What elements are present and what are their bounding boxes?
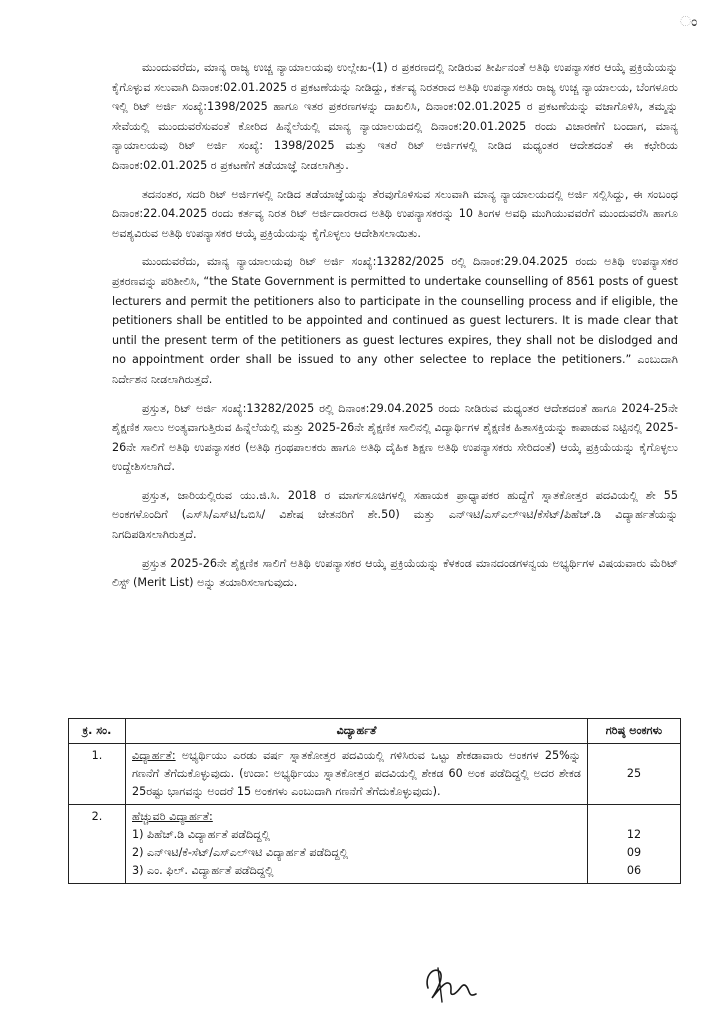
header-marks: ಗರಿಷ್ಠ ಅಂಕಗಳು [588, 719, 681, 744]
row-2-qualification [126, 805, 588, 884]
row-2-item-3-marks: 06 [626, 864, 642, 877]
paragraph-5: ಪ್ರಸ್ತುತ, ಜಾರಿಯಲ್ಲಿರುವ ಯು.ಜಿ.ಸಿ. 2018 ರ ಮಾರ್ಗಸೂಚಿಗಳಲ್ಲಿ ಸಹಾಯಕ ಪ್ರಾಧ್ಯಾಪಕರ ಹುದ್ದೆಗೆ ಸ್ನಾತಕೋತ್ತರ ಪದವಿಯಲ್ಲಿ ಶೇ 55 ಅಂಕಗಳೊಂದಿಗೆ (ಎಸ್‌ಸಿ/ಎಸ್‌ಟಿ/ಒಬಿಸಿ/ ವಿಶೇಷ ಚೇತನರಿಗೆ ಶೇ.50) ಮತ್ತು ಎನ್‌ಇಟಿ/ಎಸ್‌ಎಲ್‌ಇಟಿ/ಕೆಸೆಟ್/ಪಿಹೆಚ್.ಡಿ ವಿದ್ಯಾರ್ಹತೆಯನ್ನು ನಿಗದಿಪಡಿಸಲಾಗಿರುತ್ತದೆ. [112, 488, 678, 542]
table-row [69, 805, 681, 884]
row-1-serial: 1. [69, 744, 126, 805]
header-serial: ಕ್ರ. ಸಂ. [69, 719, 126, 744]
signature [420, 958, 480, 1008]
row-1-marks: 25 [588, 744, 681, 805]
row-2-marks [588, 805, 681, 884]
body-text [112, 58, 678, 602]
header-qualification: ವಿದ್ಯಾರ್ಹತೆ [126, 719, 588, 744]
row-2-item-2: 2) ಎನ್‌ಇಟಿ/ಕೆ-ಸೆಟ್/ಎಸ್‌ಎಲ್‌ಇಟಿ ವಿದ್ಯಾರ್ಹತೆ ಪಡೆದಿದ್ದಲ್ಲಿ [132, 846, 349, 859]
row-2-item-1-marks: 12 [626, 828, 642, 841]
table-header-row [69, 719, 681, 744]
paragraph-3: ಮುಂದುವರೆದು, ಮಾನ್ಯ ನ್ಯಾಯಾಲಯವು ರಿಟ್ ಅರ್ಜಿ ಸಂಖ್ಯೆ:13282/2025 ರಲ್ಲಿ ದಿನಾಂಕ:29.04.2025 ರಂದು ಅತಿಥಿ ಉಪನ್ಯಾಸಕರ ಪ್ರಕರಣವನ್ನು ಪರಿಶೀಲಿಸಿ, “the State Government is permitted to undertake counselling of 8561 posts of guest lecturers and permit the petitioners also to participate in the counselling process and if eligible, the petitioners shall be entitled to be appointed and continued as guest lecturers. It is made clear that until the present term of the petitioners as guest lectures expires, they shall not be dislodged and no appointment order shall be issued to any other selectee to replace the petitioners.” ಎಂಬುದಾಗಿ ನಿರ್ದೇಶನ ನೀಡಲಾಗಿರುತ್ತದೆ. [112, 255, 678, 386]
row-1-text: ಅಭ್ಯರ್ಥಿಯು ಎರಡು ವರ್ಷ ಸ್ನಾತಕೋತ್ತರ ಪದವಿಯಲ್ಲಿ ಗಳಿಸಿರುವ ಒಟ್ಟು ಶೇಕಡಾವಾರು ಅಂಕಗಳ 25%ನ್ನು ಗಣನೆಗೆ ತೆಗೆದುಕೊಳ್ಳುವುದು. (ಉದಾ: ಅಭ್ಯರ್ಥಿಯು ಸ್ನಾತಕೋತ್ತರ ಪದವಿಯಲ್ಲಿ ಶೇಕಡ 60 ಅಂಕ ಪಡೆದಿದ್ದಲ್ಲಿ ಅದರ ಶೇಕಡ 25ರಷ್ಟು ಭಾಗವನ್ನು ಅಂದರೆ 15 ಅಂಕಗಳು ಎಂಬುದಾಗಿ ಗಣನೆಗೆ ತೆಗೆದುಕೊಳ್ಳುವುದು). [132, 749, 581, 798]
row-2-item-1: 1) ಪಿಹೆಚ್.ಡಿ ವಿದ್ಯಾರ್ಹತೆ ಪಡೆದಿದ್ದಲ್ಲಿ [132, 828, 270, 841]
paragraph-6: ಪ್ರಸ್ತುತ 2025-26ನೇ ಶೈಕ್ಷಣಿಕ ಸಾಲಿಗೆ ಅತಿಥಿ ಉಪನ್ಯಾಸಕರ ಆಯ್ಕೆ ಪ್ರಕ್ರಿಯೆಯನ್ನು ಕೆಳಕಂಡ ಮಾನದಂಡಗಳನ್ವಯ ಅಭ್ಯರ್ಥಿಗಳ ವಿಷಯವಾರು ಮೆರಿಟ್ ಲಿಸ್ಟ್ (Merit List) ಅನ್ನು ತಯಾರಿಸಲಾಗುವುದು. [112, 556, 678, 590]
row-2-item-3: 3) ಎಂ. ಫಿಲ್. ವಿದ್ಯಾರ್ಹತೆ ಪಡೆದಿದ್ದಲ್ಲಿ [132, 864, 274, 877]
row-1-heading: ವಿದ್ಯಾರ್ಹತೆ: [132, 749, 176, 762]
criteria-table-wrap [68, 718, 681, 884]
paragraph-4: ಪ್ರಸ್ತುತ, ರಿಟ್ ಅರ್ಜಿ ಸಂಖ್ಯೆ:13282/2025 ರಲ್ಲಿ ದಿನಾಂಕ:29.04.2025 ರಂದು ನೀಡಿರುವ ಮಧ್ಯಂತರ ಆದೇಶದಂತೆ ಹಾಗೂ 2024-25ನೇ ಶೈಕ್ಷಣಿಕ ಸಾಲು ಅಂತ್ಯವಾಗುತ್ತಿರುವ ಹಿನ್ನೆಲೆಯಲ್ಲಿ ಮತ್ತು 2025-26ನೇ ಶೈಕ್ಷಣಿಕ ಸಾಲಿನಲ್ಲಿ ವಿದ್ಯಾರ್ಥಿಗಳ ಶೈಕ್ಷಣಿಕ ಹಿತಾಸಕ್ತಿಯನ್ನು ಕಾಪಾಡುವ ನಿಟ್ಟಿನಲ್ಲಿ 2025-26ನೇ ಸಾಲಿಗೆ ಅತಿಥಿ ಉಪನ್ಯಾಸಕರ (ಅತಿಥಿ ಗ್ರಂಥಪಾಲಕರು ಹಾಗೂ ಅತಿಥಿ ದೈಹಿಕ ಶಿಕ್ಷಣ ಅತಿಥಿ ಉಪನ್ಯಾಸಕರು ಸೇರಿದಂತೆ) ಆಯ್ಕೆ ಪ್ರಕ್ರಿಯೆಯನ್ನು ಕೈಗೊಳ್ಳಲು ಉದ್ದೇಶಿಸಲಾಗಿದೆ. [112, 401, 678, 474]
row-2-item-2-marks: 09 [626, 846, 642, 859]
row-2-heading: ಹೆಚ್ಚುವರಿ ವಿದ್ಯಾರ್ಹತೆ: [132, 810, 213, 823]
paragraph-2: ತದನಂತರ, ಸದರಿ ರಿಟ್ ಅರ್ಜಿಗಳಲ್ಲಿ ನೀಡಿದ ತಡೆಯಾಜ್ಞೆಯನ್ನು ತೆರವುಗೊಳಿಸುವ ಸಲುವಾಗಿ ಮಾನ್ಯ ನ್ಯಾಯಾಲಯದಲ್ಲಿ ಅರ್ಜಿ ಸಲ್ಲಿಸಿದ್ದು, ಈ ಸಂಬಂಧ ದಿನಾಂಕ:22.04.2025 ರಂದು ಕರ್ತವ್ಯ ನಿರತ ರಿಟ್ ಅರ್ಜಿದಾರರಾದ ಅತಿಥಿ ಉಪನ್ಯಾಸಕರನ್ನು 10 ತಿಂಗಳ ಅವಧಿ ಮುಗಿಯುವವರೆಗೆ ಮುಂದುವರೆಸಿ ಹಾಗೂ ಅವಶ್ಯವಿರುವ ಅತಿಥಿ ಉಪನ್ಯಾಸಕರ ಆಯ್ಕೆ ಪ್ರಕ್ರಿಯೆಯನ್ನು ಕೈಗೊಳ್ಳಲು ಆದೇಶಿಸಲಾಯಿತು. [112, 187, 678, 240]
corner-mark: ಂ [680, 14, 698, 30]
paragraph-1: ಮುಂದುವರೆದು, ಮಾನ್ಯ ರಾಜ್ಯ ಉಚ್ಚ ನ್ಯಾಯಾಲಯವು ಉಲ್ಲೇಖ-(1) ರ ಪ್ರಕರಣದಲ್ಲಿ ನೀಡಿರುವ ತೀರ್ಪಿನಂತೆ ಅತಿಥಿ ಉಪನ್ಯಾಸಕರ ಆಯ್ಕೆ ಪ್ರಕ್ರಿಯೆಯನ್ನು ಕೈಗೊಳ್ಳುವ ಸಲುವಾಗಿ ದಿನಾಂಕ:02.01.2025 ರ ಪ್ರಕಟಣೆಯನ್ನು ನೀಡಿದ್ದು, ಕರ್ತವ್ಯ ನಿರತರಾದ ಅತಿಥಿ ಉಪನ್ಯಾಸಕರು ರಾಜ್ಯ ಉಚ್ಚ ನ್ಯಾಯಾಲಯ, ಬೆಂಗಳೂರು ಇಲ್ಲಿ ರಿಟ್ ಅರ್ಜಿ ಸಂಖ್ಯೆ:1398/2025 ಹಾಗೂ ಇತರ ಪ್ರಕರಣಗಳನ್ನು ದಾಖಲಿಸಿ, ದಿನಾಂಕ:02.01.2025 ರ ಪ್ರಕಟಣೆಯನ್ನು ವಜಾಗೊಳಿಸಿ, ತಮ್ಮನ್ನು ಸೇವೆಯಲ್ಲಿ ಮುಂದುವರೆಸುವಂತೆ ಕೋರಿದ ಹಿನ್ನೆಲೆಯಲ್ಲಿ ಮಾನ್ಯ ನ್ಯಾಯಾಲಯದಲ್ಲಿ ದಿನಾಂಕ:20.01.2025 ರಂದು ವಿಚಾರಣೆಗೆ ಬಂದಾಗ, ಮಾನ್ಯ ನ್ಯಾಯಾಲಯವು ರಿಟ್ ಅರ್ಜಿ ಸಂಖ್ಯೆ: 1398/2025 ಮತ್ತು ಇತರೆ ರಿಟ್ ಅರ್ಜಿಗಳಲ್ಲಿ ನೀಡಿದ ಮಧ್ಯಂತರ ಆದೇಶದಂತೆ ಈ ಕಛೇರಿಯ ದಿನಾಂಕ:02.01.2025 ರ ಪ್ರಕಟಣೆಗೆ ತಡೆಯಾಜ್ಞೆ ನೀಡಲಾಗಿತ್ತು. [112, 61, 678, 172]
row-2-serial: 2. [69, 805, 126, 884]
row-1-qualification [126, 744, 588, 805]
table-row [69, 744, 681, 805]
criteria-table [68, 718, 681, 884]
